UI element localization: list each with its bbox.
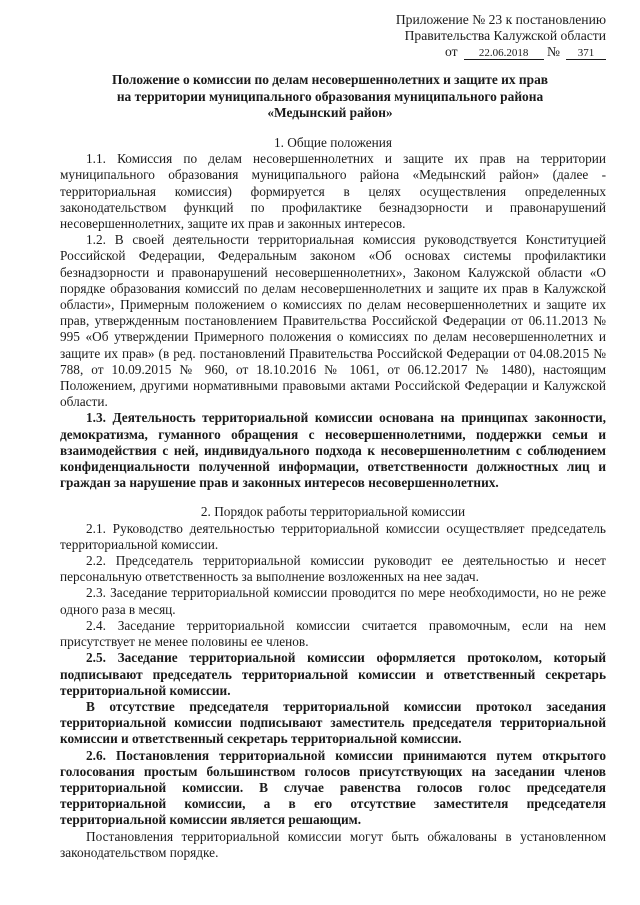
title-line-2: на территории муниципального образования муниципального района [116, 88, 544, 104]
appendix-line-1: Приложение № 23 к постановлению [395, 12, 606, 27]
paragraph-1-3: 1.3. Деятельность территориальной комиссии основана на принципах законности, демократизма, гуманного обращения с несовершеннолетними, поддержки семьи и взаимодействия с ней, индивидуального подхода к несовершеннолетним с соблюдением конфиденциальности полученной информации, ответственности должностных лиц и граждан за нарушение прав и законных интересов несовершеннолетних. [60, 410, 606, 491]
paragraph-2-6-continued: Постановления территориальной комиссии могут быть обжалованы в установленном законодательством порядке. [60, 828, 606, 860]
paragraph-1-2: 1.2. В своей деятельности территориальная комиссия руководствуется Конституцией Российской Федерации, Федеральным законом «Об основах системы профилактики безнадзорности и правонарушений несовершеннолетних», Законом Калужской области «О порядке образования комиссий по делам несовершеннолетних и защите их прав в Калужской области», Примерным положением о комиссиях по делам несовершеннолетних и защите их прав, утвержденным постановлением Правительства Российской Федерации от 06.11.2013 № 995 «Об утверждении Примерного положения о комиссиях по делам несовершеннолетних и защите их прав» (в ред. постановлений Правительства Российской Федерации от 04.08.2015 № 788, от 10.09.2015 № 960, от 18.10.2016 № 1061, от 06.12.2017 № 1480), настоящим Положением, другими нормативными правовыми актами Российской Федерации и Калужской области. [60, 232, 606, 410]
appendix-date-line [396, 44, 606, 60]
paragraph-2-1: 2.1. Руководство деятельностью территориальной комиссии осуществляет председатель территориальной комиссии. [60, 520, 606, 552]
paragraph-2-3: 2.3. Заседание территориальной комиссии проводится по мере необходимости, но не реже одного раза в месяц. [60, 585, 606, 617]
paragraph-2-5-continued: В отсутствие председателя территориальной комиссии протокол заседания территориальной комиссии подписывают заместитель председателя территориальной комиссии и ответственный секретарь территориальной комиссии. [60, 698, 606, 747]
title-line-1: Положение о комиссии по делам несовершеннолетних и защите их прав [111, 72, 548, 87]
appendix-line-2: Правительства Калужской области [404, 28, 606, 43]
paragraph-2-2: 2.2. Председатель территориальной комиссии руководит ее деятельностью и несет персональную ответственность за выполнение возложенных на нее задач. [60, 553, 606, 585]
paragraph-2-5: 2.5. Заседание территориальной комиссии оформляется протоколом, который подписывают председатель территориальной комиссии и ответственный секретарь территориальной комиссии. [60, 650, 606, 698]
appendix-header [396, 12, 606, 60]
section-1-heading: 1. Общие положения [273, 135, 393, 150]
number-label: № [547, 44, 560, 59]
document-title [60, 72, 600, 122]
paragraph-1-1: 1.1. Комиссия по делам несовершеннолетних и защите их прав на территории муниципального образования муниципального района «Медынский район» (далее - территориальная комиссия) формируется в целях осуществления определенных законодательством функций по профилактике безнадзорности и правонарушений несовершеннолетних, защите их прав и законных интересов. [60, 151, 606, 232]
title-line-3: «Медынский район» [267, 105, 393, 120]
section-2-heading: 2. Порядок работы территориальной комиссии [200, 504, 466, 520]
resolution-number: 371 [566, 47, 606, 60]
from-label: от [445, 44, 458, 59]
resolution-date: 22.06.2018 [464, 47, 544, 60]
document-body [60, 135, 606, 861]
paragraph-2-4: 2.4. Заседание территориальной комиссии считается правомочным, если на нем присутствует не менее половины ее членов. [60, 617, 606, 650]
paragraph-2-6: 2.6. Постановления территориальной комиссии принимаются путем открытого голосования простым большинством голосов присутствующих на заседании членов территориальной комиссии. В случае равенства голосов голос председателя территориальной комиссии, а в его отсутствие заместителя председателя территориальной комиссии является решающим. [60, 747, 606, 828]
